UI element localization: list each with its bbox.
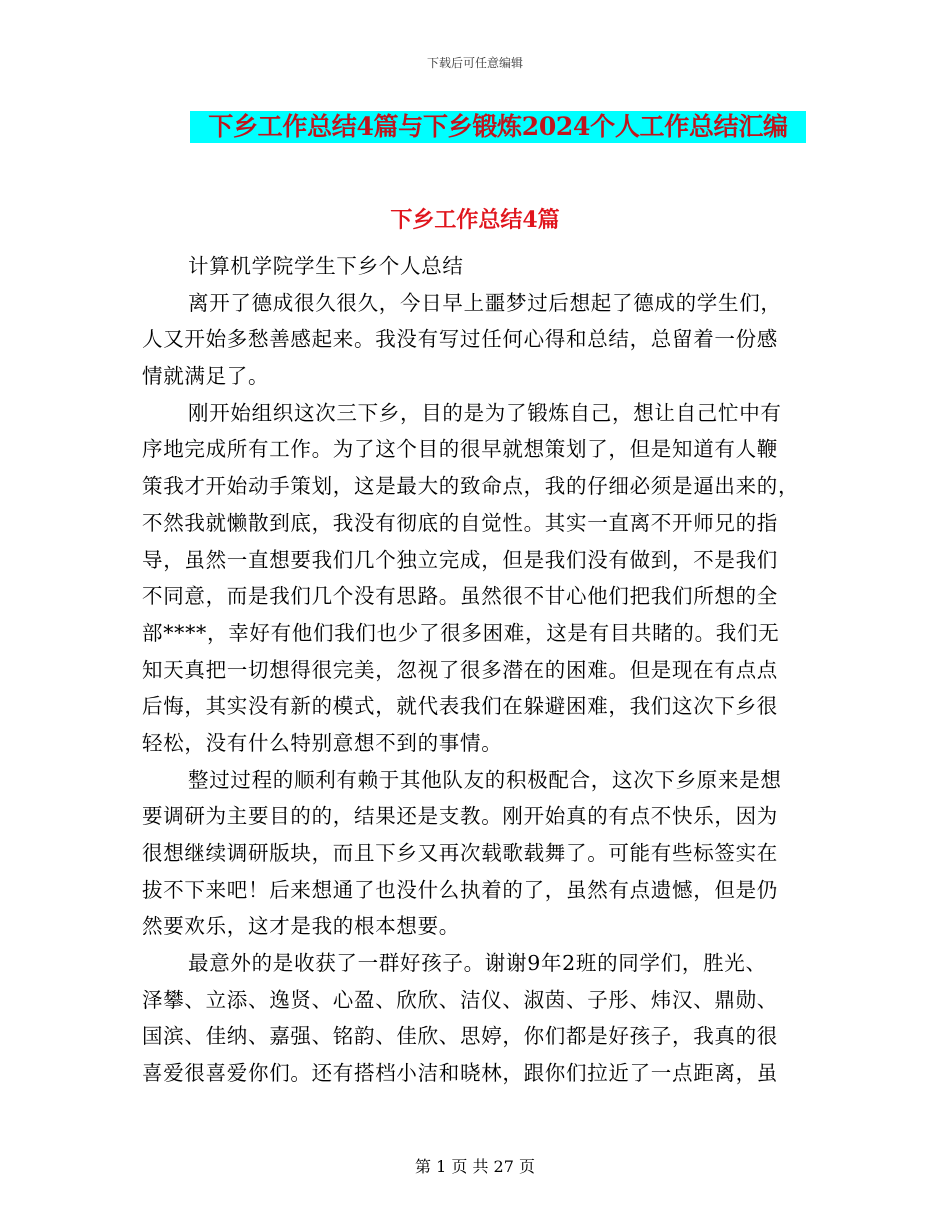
text-line: 喜爱很喜爱你们。还有搭档小洁和晓林，跟你们拉近了一点距离，虽 [142,1061,778,1086]
document-title: 下乡工作总结4篇与下乡锻炼2024个人工作总结汇编 [190,111,806,143]
text-line: 策我才开始动手策划，这是最大的致命点，我的仔细必须是逼出来的， [142,474,800,499]
text-line: 不然我就懒散到底，我没有彻底的自觉性。其实一直离不开师兄的指 [142,510,778,535]
text-line: 导，虽然一直想要我们几个独立完成，但是我们没有做到，不是我们 [142,547,778,572]
document-body [142,252,807,1096]
text-line: 然要欢乐，这才是我的根本想要。 [142,914,460,939]
text-line: 后悔，其实没有新的模式，就代表我们在躲避困难，我们这次下乡很 [142,694,778,719]
text-line: 刚开始组织这次三下乡，目的是为了锻炼自己，想让自己忙中有 [188,400,782,425]
text-line: 拔不下来吧！后来想通了也没什么执着的了，虽然有点遗憾，但是仍 [142,877,778,902]
text-line: 国滨、佳纳、嘉强、铭韵、佳欣、思婷，你们都是好孩子，我真的很 [142,1024,778,1049]
text-line: 整过过程的顺利有赖于其他队友的积极配合，这次下乡原来是想 [188,767,782,792]
text-line: 泽攀、立添、逸贤、心盈、欣欣、洁仪、淑茵、子彤、炜汉、鼎勋、 [142,987,778,1012]
text-line: 情就满足了。 [142,364,270,389]
text-line: 不同意，而是我们几个没有思路。虽然很不甘心他们把我们所想的全 [142,584,778,609]
text-line: 部****，幸好有他们我们也少了很多困难，这是有目共睹的。我们无 [142,620,780,645]
text-line: 离开了德成很久很久，今日早上噩梦过后想起了德成的学生们， [188,290,782,315]
text-line: 人又开始多愁善感起来。我没有写过任何心得和总结，总留着一份感 [142,327,778,352]
text-line: 轻松，没有什么特别意想不到的事情。 [142,730,503,755]
page-header: 下载后可任意编辑 [426,56,523,70]
page-footer: 第 1 页 共 27 页 [415,1157,535,1176]
text-line: 要调研为主要目的的，结果还是支教。刚开始真的有点不快乐，因为 [142,804,778,829]
text-line: 计算机学院学生下乡个人总结 [188,254,464,278]
text-line: 很想继续调研版块，而且下乡又再次载歌载舞了。可能有些标签实在 [142,841,778,865]
text-line: 知天真把一切想得很完美，忽视了很多潜在的困难。但是现在有点点 [142,657,778,682]
text-line: 序地完成所有工作。为了这个目的很早就想策划了，但是知道有人鞭 [142,437,778,462]
section-title: 下乡工作总结4篇 [390,207,560,233]
text-line: 最意外的是收获了一群好孩子。谢谢9年2班的同学们，胜光、 [188,951,767,976]
